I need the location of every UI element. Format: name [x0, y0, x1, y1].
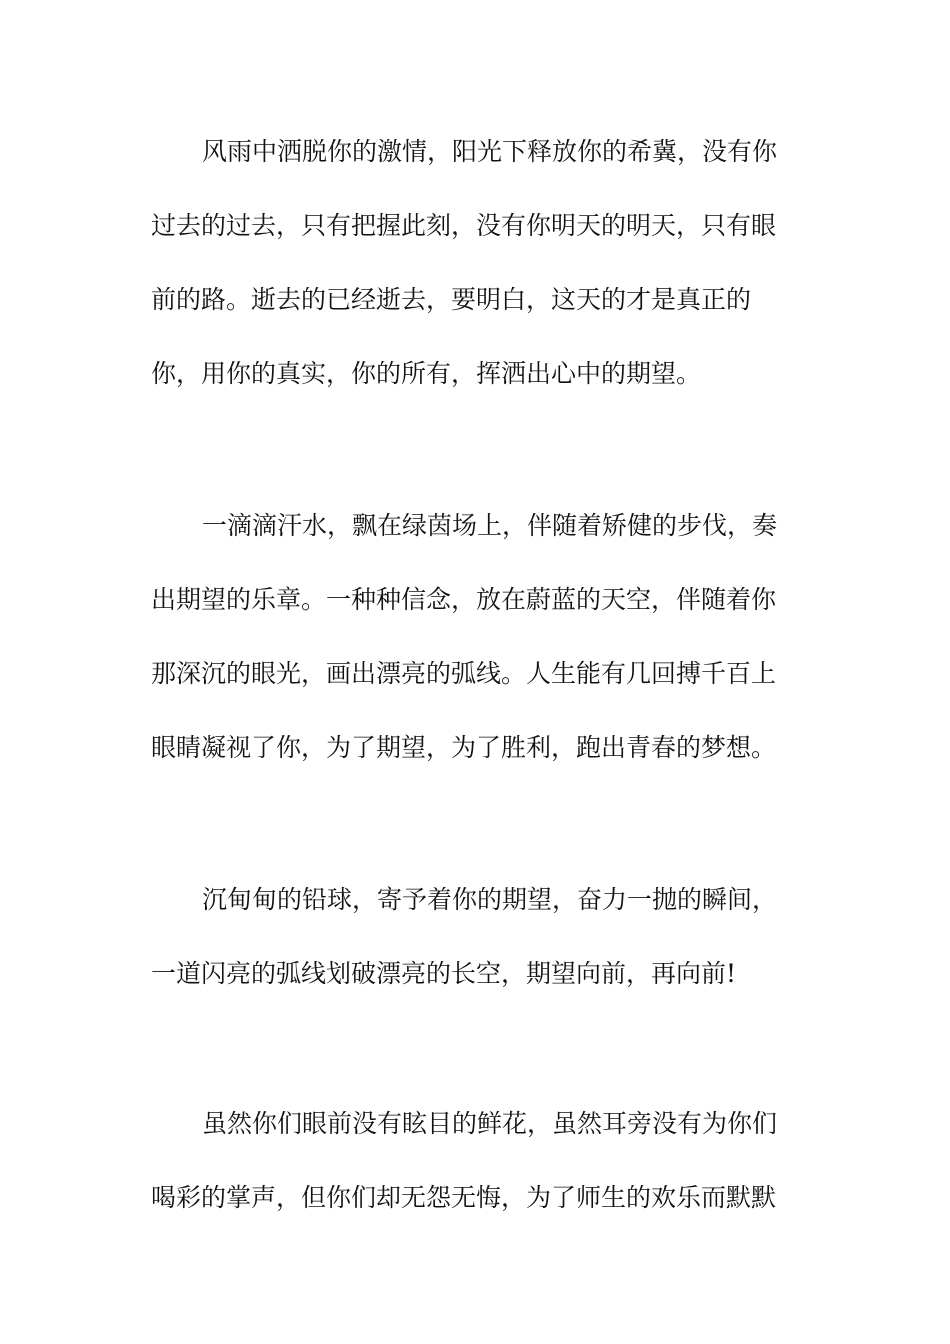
paragraph-line: 喝彩的掌声，但你们却无怨无悔，为了师生的欢乐而默默: [151, 1183, 777, 1212]
paragraph-line: 前的路。逝去的已经逝去，要明白，这天的才是真正的: [151, 285, 752, 314]
paragraph-line: 一滴滴汗水，飘在绿茵场上，伴随着矫健的步伐，奏: [202, 511, 778, 540]
paragraph-line: 那深沉的眼光，画出漂亮的弧线。人生能有几回搏千百上: [151, 659, 777, 688]
paragraph-line: 虽然你们眼前没有眩目的鲜花，虽然耳旁没有为你们: [202, 1109, 778, 1138]
paragraph-line: 风雨中洒脱你的激情，阳光下释放你的希冀，没有你: [202, 137, 778, 166]
paragraph-line: 一道闪亮的弧线划破漂亮的长空，期望向前，再向前!: [151, 959, 737, 988]
paragraph-line: 出期望的乐章。一种种信念，放在蔚蓝的天空，伴随着你: [151, 585, 777, 614]
paragraph-line: 你，用你的真实，你的所有，挥洒出心中的期望。: [151, 359, 702, 388]
paragraph-line: 过去的过去，只有把握此刻，没有你明天的明天，只有眼: [151, 211, 777, 240]
paragraph-line: 眼睛凝视了你，为了期望，为了胜利，跑出青春的梦想。: [151, 733, 777, 762]
paragraph-line: 沉甸甸的铅球，寄予着你的期望，奋力一抛的瞬间，: [202, 885, 778, 914]
